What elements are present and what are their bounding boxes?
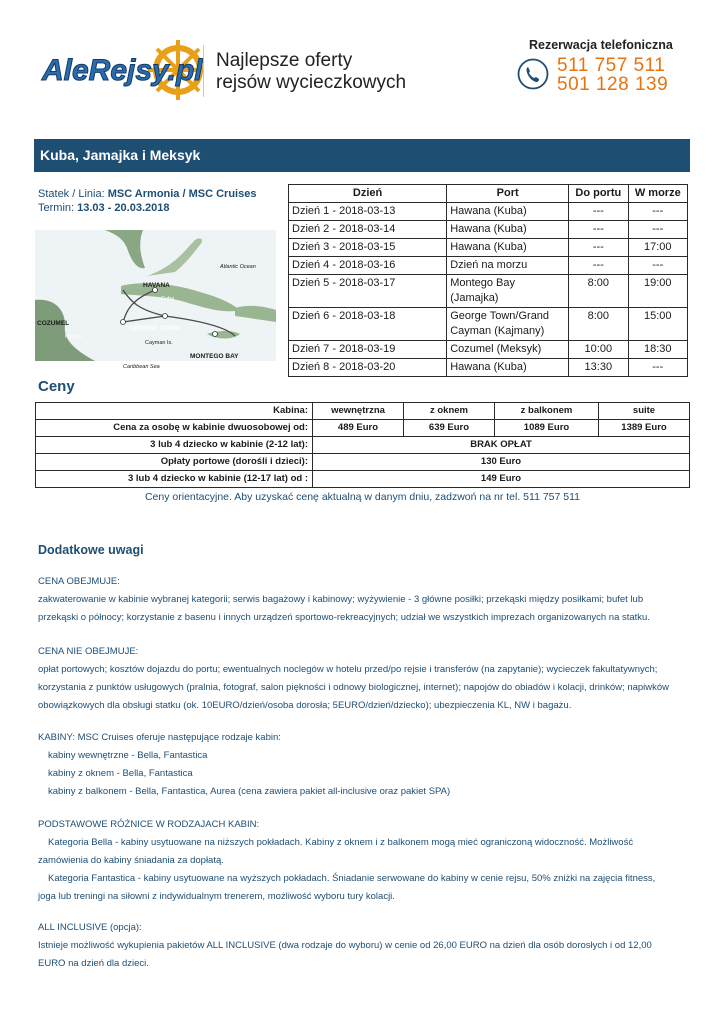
term-label: Termin: <box>38 202 75 214</box>
port-cell: George Town/Grand Cayman (Kajmany) <box>447 308 569 341</box>
port-fee-value: 130 Euro <box>313 454 690 471</box>
cabin-inside: wewnętrzna <box>313 403 404 420</box>
tagline-line1: Najlepsze oferty <box>216 50 353 71</box>
departure-cell: --- <box>628 221 687 239</box>
arrival-cell: --- <box>569 221 628 239</box>
table-row <box>289 203 688 221</box>
excluded-line: obowiązkowych dla obsługi statku (ok. 10EURO/dzień/osoba dorosła; 5EURO/dzień/dziecko); ubezpieczenia KL, NW i bagażu. <box>38 700 572 711</box>
arrival-cell: 8:00 <box>569 308 628 341</box>
arrival-cell: --- <box>569 203 628 221</box>
phone-label: Rezerwacja telefoniczna <box>529 38 673 52</box>
all-inclusive-section <box>38 919 688 973</box>
excluded-line: korzystania z punktów usługowych (pralnia, fotograf, salon piękności i odnowy biologicznej, internet); napojów do obiadów i kolacji, drinków; napiwków <box>38 682 670 693</box>
excluded-section <box>38 643 688 715</box>
prices-table <box>35 402 690 488</box>
departure-cell: --- <box>628 257 687 275</box>
price-row-double <box>36 420 690 437</box>
port-cell: Hawana (Kuba) <box>447 359 569 377</box>
day-cell: Dzień 5 - 2018-03-17 <box>289 275 447 308</box>
table-row <box>289 257 688 275</box>
price-row-cabins <box>36 403 690 420</box>
day-cell: Dzień 7 - 2018-03-19 <box>289 341 447 359</box>
all-inclusive-heading: ALL INCLUSIVE (opcja): <box>38 922 142 933</box>
included-line: zakwaterowanie w kabinie wybranej kategorii; serwis bagażowy i kabinowy; wyżywienie - 3 główne posiłki; przekąski między posiłkami; bufet lub <box>38 594 644 605</box>
departure-cell: 18:30 <box>628 341 687 359</box>
route-map <box>35 230 276 370</box>
arrival-cell: --- <box>569 239 628 257</box>
svg-text:AleRejsy.pl: AleRejsy.pl <box>42 54 203 87</box>
included-section <box>38 573 688 627</box>
all-inclusive-line: EURO na dzień dla dzieci. <box>38 958 149 969</box>
table-row <box>289 221 688 239</box>
all-inclusive-line: Istnieje możliwość wykupienia pakietów ALL INCLUSIVE (dwa rodzaje do wyboru) w cenie od 26,00 EURO na dzień dla osób dorosłych i od 12,00 <box>38 940 652 951</box>
arrival-cell: 13:30 <box>569 359 628 377</box>
day-cell: Dzień 8 - 2018-03-20 <box>289 359 447 377</box>
svg-text:Cuba: Cuba <box>161 296 175 302</box>
teen-label: 3 lub 4 dziecko w kabinie (12-17 lat) od : <box>36 471 313 488</box>
difference-line: Kategoria Bella - kabiny usytuowane na niższych pokładach. Kabiny z oknem i z balkonem mogą mieć ograniczoną widoczność. Możliwość <box>48 837 634 848</box>
price-window: 639 Euro <box>404 420 495 437</box>
itinerary-table <box>288 184 688 377</box>
arrival-cell: --- <box>569 257 628 275</box>
svg-text:Jamaica: Jamaica <box>223 360 244 366</box>
page-title: Kuba, Jamajka i Meksyk <box>40 147 201 163</box>
cabin-type-line: kabiny wewnętrzne - Bella, Fantastica <box>48 750 208 761</box>
departure-cell: --- <box>628 203 687 221</box>
differences-heading: PODSTAWOWE RÓŻNICE W RODZAJACH KABIN: <box>38 819 260 830</box>
day-cell: Dzień 3 - 2018-03-15 <box>289 239 447 257</box>
child-value: BRAK OPŁAT <box>313 437 690 454</box>
cabins-section <box>38 729 688 801</box>
arrival-cell: 8:00 <box>569 275 628 308</box>
cabins-heading: KABINY: MSC Cruises oferuje następujące rodzaje kabin: <box>38 732 281 743</box>
svg-text:Mexico: Mexico <box>65 334 83 340</box>
itinerary-header-row <box>289 185 688 203</box>
cabin-balcony: z balkonem <box>495 403 599 420</box>
differences-section <box>38 816 688 906</box>
day-cell: Dzień 2 - 2018-03-14 <box>289 221 447 239</box>
price-inside: 489 Euro <box>313 420 404 437</box>
term-value: 13.03 - 20.03.2018 <box>77 202 170 214</box>
departure-cell: 17:00 <box>628 239 687 257</box>
tagline-line2: rejsów wycieczkowych <box>216 72 407 93</box>
day-cell: Dzień 1 - 2018-03-13 <box>289 203 447 221</box>
svg-text:COZUMEL: COZUMEL <box>37 320 70 327</box>
port-cell: Hawana (Kuba) <box>447 239 569 257</box>
svg-text:Cayman Is.: Cayman Is. <box>145 340 173 346</box>
col-departure: W morze <box>628 185 687 203</box>
table-row <box>289 308 688 341</box>
svg-text:Caribbean Sea: Caribbean Sea <box>123 364 160 370</box>
port-cell: Dzień na morzu <box>447 257 569 275</box>
arrival-cell: 10:00 <box>569 341 628 359</box>
svg-text:MONTEGO BAY: MONTEGO BAY <box>190 353 239 360</box>
price-note: Ceny orientacyjne. Aby uzyskać cenę aktualną w danym dniu, zadzwoń na nr tel. 511 757 511 <box>144 491 581 503</box>
excluded-heading: CENA NIE OBEJMUJE: <box>38 646 139 657</box>
svg-text:HAVANA: HAVANA <box>143 282 170 289</box>
phone-number-1[interactable]: 511 757 511 <box>557 55 666 76</box>
phone-icon <box>517 58 549 90</box>
departure-cell: 19:00 <box>628 275 687 308</box>
phone-number-2[interactable]: 501 128 139 <box>557 74 669 95</box>
term-line <box>38 202 169 214</box>
departure-cell: 15:00 <box>628 308 687 341</box>
departure-cell: --- <box>628 359 687 377</box>
price-row-port <box>36 454 690 471</box>
cabin-suite: suite <box>599 403 690 420</box>
price-row-child <box>36 437 690 454</box>
difference-line: Kategoria Fantastica - kabiny usytuowane na wyższych pokładach. Śniadanie serwowane do kabiny w cenie rejsu, 50% zniżki na zajęcia fitness, <box>48 873 656 884</box>
double-label: Cena za osobę w kabinie dwuosobowej od: <box>36 420 313 437</box>
cabin-type-line: kabiny z oknem - Bella, Fantastica <box>48 768 193 779</box>
svg-text:Atlantic Ocean: Atlantic Ocean <box>220 264 256 270</box>
excluded-line: opłat portowych; kosztów dojazdu do portu; ewentualnych noclegów w hotelu przed/po rejsie i transferów (na zapytanie); wycieczek fakultatywnych; <box>38 664 658 675</box>
ship-value: MSC Armonia / MSC Cruises <box>107 188 257 200</box>
cabin-window: z oknem <box>404 403 495 420</box>
col-port: Port <box>447 185 569 203</box>
day-cell: Dzień 6 - 2018-03-18 <box>289 308 447 341</box>
header-divider <box>203 45 204 97</box>
prices-heading: Ceny <box>38 378 75 395</box>
port-cell: Cozumel (Meksyk) <box>447 341 569 359</box>
ship-line <box>38 188 256 200</box>
day-cell: Dzień 4 - 2018-03-16 <box>289 257 447 275</box>
included-line: przekąski o północy; korzystanie z basenu i innych urządzeń sportowo-rekreacyjnych; udział we wszystkich imprezach organizowanych na statku. <box>38 612 650 623</box>
port-cell: Montego Bay (Jamajka) <box>447 275 569 308</box>
teen-value: 149 Euro <box>313 471 690 488</box>
included-heading: CENA OBEJMUJE: <box>38 576 120 587</box>
header-tagline <box>216 50 406 94</box>
col-arrival: Do portu <box>569 185 628 203</box>
price-suite: 1389 Euro <box>599 420 690 437</box>
price-balcony: 1089 Euro <box>495 420 599 437</box>
price-row-teen <box>36 471 690 488</box>
svg-text:GEORGE TOWN: GEORGE TOWN <box>129 325 180 332</box>
table-row <box>289 359 688 377</box>
col-day: Dzień <box>289 185 447 203</box>
child-label: 3 lub 4 dziecko w kabinie (2-12 lat): <box>36 437 313 454</box>
difference-line: zamówienia do kabiny śniadania za dopłatą. <box>38 855 224 866</box>
table-row <box>289 341 688 359</box>
cabin-type-line: kabiny z balkonem - Bella, Fantastica, Aurea (cena zawiera pakiet all-inclusive oraz pakiet SPA) <box>48 786 451 797</box>
difference-line: joga lub treningi na siłowni z indywidualnym trenerem, możliwość wyboru tury kolacji. <box>38 891 395 902</box>
table-row <box>289 239 688 257</box>
table-row <box>289 275 688 308</box>
ship-label: Statek / Linia: <box>38 188 105 200</box>
port-cell: Hawana (Kuba) <box>447 221 569 239</box>
port-fee-label: Opłaty portowe (dorośli i dzieci): <box>36 454 313 471</box>
alerejsy-logo[interactable] <box>40 36 203 106</box>
remarks-heading: Dodatkowe uwagi <box>38 543 144 557</box>
port-cell: Hawana (Kuba) <box>447 203 569 221</box>
cabin-label: Kabina: <box>36 403 313 420</box>
